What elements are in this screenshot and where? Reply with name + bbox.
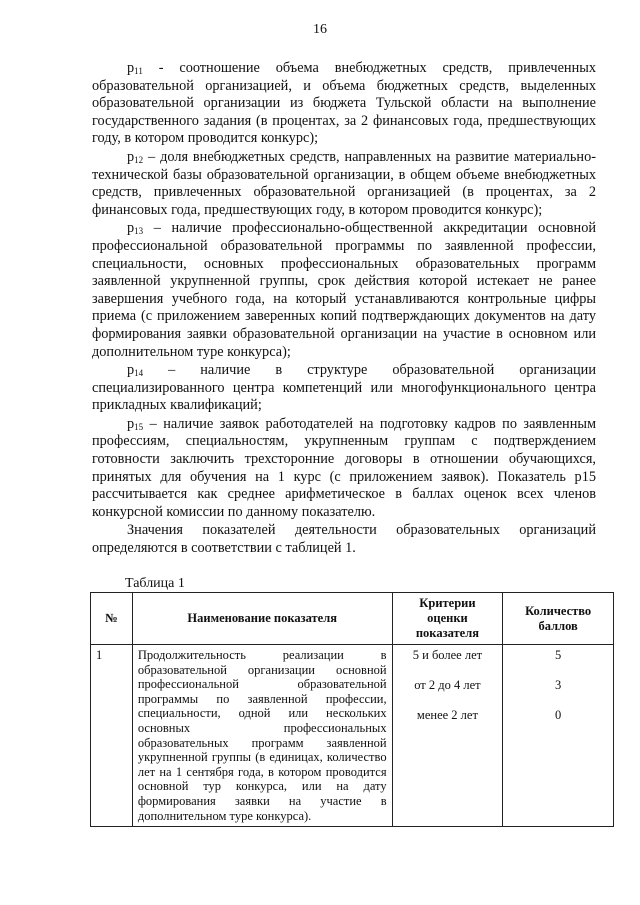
indicators-table (90, 592, 614, 827)
indicator-symbol: $p_{14}$ (127, 362, 144, 379)
paragraph-text: – наличие профессионально-общественной аккредитации основной профессиональной образовательной программы по заявленной профессии, специальности, основных профессиональных образовательных программ заявленной укрупненной группы, срок действия которой истекает не ранее завершения учебного года, на который устанавливаются контрольные цифры приема (с приложением заверенных копий подтверждающих документов на дату формирования заявки образовательной организации на участие в основном или дополнительном туре конкурса); (92, 220, 596, 360)
body-text (92, 60, 596, 558)
table-row (91, 645, 614, 827)
indicator-symbol: $p_{11}$ (127, 60, 143, 76)
row-number: 1 (91, 645, 133, 827)
paragraph-text: – наличие заявок работодателей на подготовку кадров по заявленным профессиям, специальностям, укрупненным группам с подтверждением готовности заключить трехсторонние договоры в отношении обучающихся, принятых для обучения на 1 курс (с приложением заявок). Показатель p15 рассчитывается как среднее арифметическое в баллах оценок всех членов конкурсной комиссии по данному показателю. (92, 415, 596, 520)
header-indicator-name: Наименование показателя (132, 593, 392, 645)
paragraph-text: - соотношение объема внебюджетных средств, привлеченных образовательной организацией, и объема бюджетных средств, выделенных образовательной организации из бюджета Тульской области на выполнение государственного задания (в процентах, за 2 финансовых года, предшествующих году, в котором проводится конкурс); (92, 60, 596, 147)
criteria-item: от 2 до 4 лет (414, 678, 481, 692)
paragraph-text: – наличие в структуре образовательной организации специализированного центра компетенций или многофункционального центра прикладных квалификаций; (92, 362, 596, 414)
paragraph-p11 (92, 60, 596, 148)
paragraph-p13 (92, 220, 596, 361)
paragraph-text: Значения показателей деятельности образовательных организаций определяются в соответствии с таблицей 1. (92, 522, 596, 557)
paragraph-text: – доля внебюджетных средств, направленных на развитие материально-технической базы образовательной организации, в общем объеме внебюджетных средств, привлеченных образовательной организацией (в процентах, за 2 финансовых года, предшествующих году, в котором проводится конкурс); (92, 148, 596, 218)
paragraph-p15 (92, 416, 596, 522)
indicator-symbol: $p_{12}$ (127, 148, 144, 165)
paragraph-p12 (92, 149, 596, 219)
table-header-row (91, 593, 614, 645)
row-points (503, 645, 614, 827)
paragraph-table-reference (92, 522, 596, 557)
row-criteria (392, 645, 503, 827)
header-number: № (91, 593, 133, 645)
row-indicator-name: Продолжительность реализации в образовательной организации основной профессиональной образовательной программы по заявленной профессии, специальности, одной или нескольких основных профессиональных образовательных программ заявленной укрупненной группы (в единицах, количество лет на 1 сентября года, в котором проводится основной тур конкурса, или на дату формирования заявки на участие в дополнительном туре конкурса). (132, 645, 392, 827)
indicator-symbol: $p_{13}$ (127, 220, 144, 237)
points-item: 5 (555, 648, 562, 662)
criteria-item: 5 и более лет (412, 648, 483, 662)
indicator-symbol: $p_{15}$ (127, 415, 144, 432)
points-item: 0 (555, 708, 562, 722)
header-points: Количество баллов (503, 593, 614, 645)
header-criteria: Критерии оценки показателя (392, 593, 503, 645)
page-number: 16 (313, 22, 327, 37)
table-caption: Таблица 1 (125, 576, 185, 591)
paragraph-p14 (92, 362, 596, 415)
points-item: 3 (555, 678, 562, 692)
criteria-item: менее 2 лет (416, 708, 478, 722)
